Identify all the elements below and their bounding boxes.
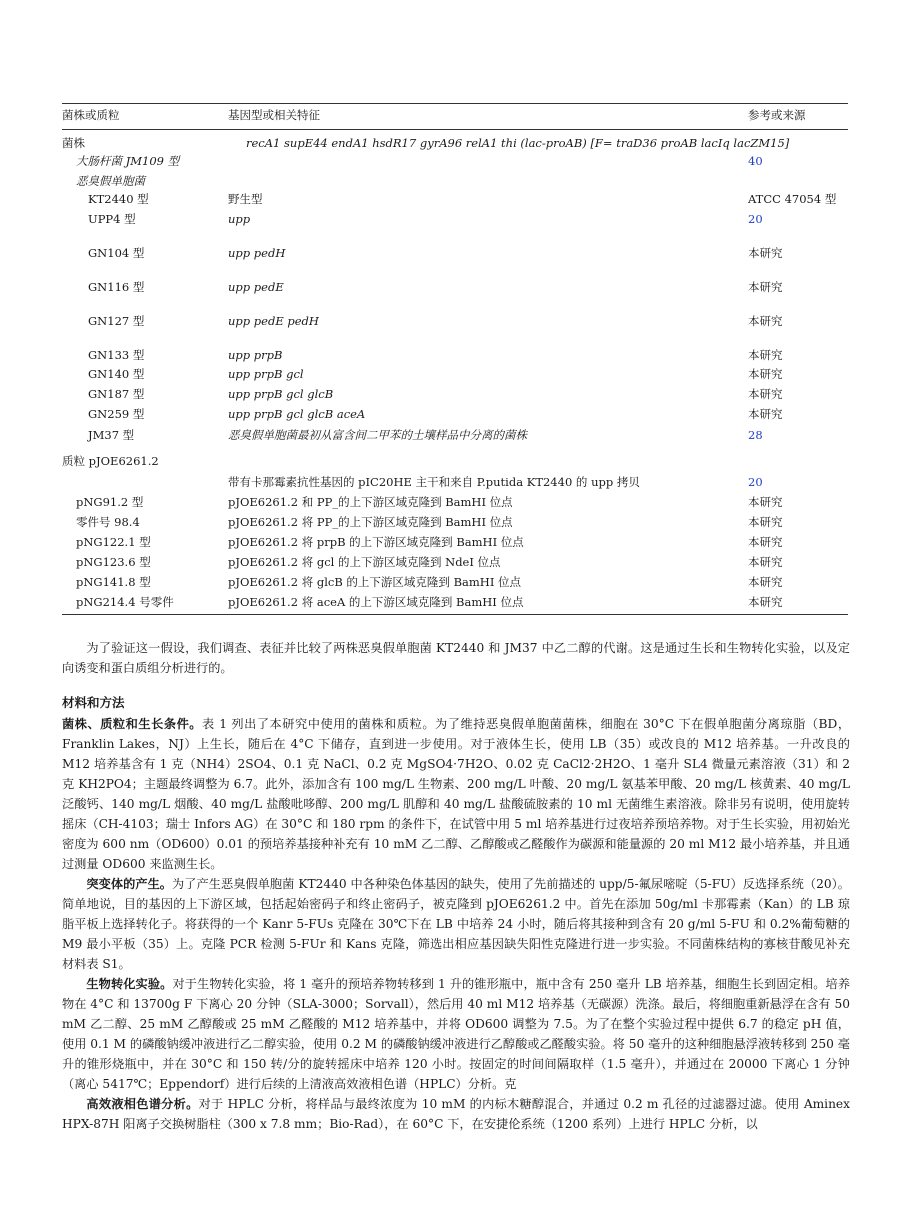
paragraph-text: 表 1 列出了本研究中使用的菌株和质粒。为了维持恶臭假单胞菌菌株，细胞在 30°C 下在假单胞菌分离琼脂（BD，Franklin Lakes，NJ）上生长，随后在 4°C 下储存，直到进一步使用。对于液体生长，使用 LB（35）或改良的 M12 培养基。一升改良的 M12 培养基含有 1 克（NH4）2SO4、0.1 克 NaCl、0.2 克 MgSO4·7H2O、0.02 克 CaCl2·2H2O、1 毫升 SL4 微量元素溶液（31）和 2 克 KH2PO4；主题最终调整为 6.7。此外，添加含有 100 mg/L 生物素、200 mg/L 叶酸、20 mg/L 氨基苯甲酸、20 mg/L 核黄素、40 mg/L 泛酸钙、140 mg/L 烟酸、40 mg/L 盐酸吡哆醇、200 mg/L 肌醇和 40 mg/L 盐酸硫胺素的 10 ml 无菌维生素溶液。除非另有说明，使用旋转摇床（CH-4103；瑞士 Infors AG）在 30°C 和 180 rpm 的条件下，在试管中用 5 ml 培养基进行过夜培养预培养物。对于生长实验，用初始光密度为 600 nm（OD600）0.01 的预培养基接种补充有 10 mM 乙二醇、乙醇酸或乙醛酸作为碳源和能量源的 20 ml M12 最小培养基，并且通过测量 OD600 来监测生长。 xyxy=(62,717,851,871)
strain-ref: 本研究 xyxy=(748,367,783,381)
strain-name: GN259 型 xyxy=(88,407,145,421)
strain-genotype: upp xyxy=(228,212,251,226)
strain-ref: 本研究 xyxy=(748,387,783,401)
plasmid-ref: 本研究 xyxy=(748,575,783,589)
ecoli-strain-name: 大肠杆菌 JM109 型 xyxy=(76,154,180,168)
methods-heading: 材料和方法 xyxy=(62,695,125,710)
plasmid-name: pNG122.1 型 xyxy=(76,535,151,549)
strain-name: GN187 型 xyxy=(88,387,145,401)
strain-genotype: upp pedE pedH xyxy=(228,314,319,328)
paragraph-heading: 生物转化实验。 xyxy=(86,977,173,991)
strain-genotype: upp prpB gcl glcB aceA xyxy=(228,407,366,421)
strain-ref: 20 xyxy=(748,212,763,226)
paragraph-hplc xyxy=(62,1094,850,1134)
intro-paragraph: 为了验证这一假设，我们调查、表征并比较了两株恶臭假单胞菌 KT2440 和 JM37 中乙二醇的代谢。这是通过生长和生物转化实验，以及定向诱变和蛋白质组分析进行的。 xyxy=(62,641,850,675)
strain-name: UPP4 型 xyxy=(88,212,136,226)
strain-ref: 本研究 xyxy=(748,348,783,362)
strain-name: GN104 型 xyxy=(88,246,145,260)
header-reference: 参考或来源 xyxy=(748,108,806,122)
plasmid-ref: 本研究 xyxy=(748,555,783,569)
strain-ref: 本研究 xyxy=(748,246,783,260)
plasmid-name: 零件号 98.4 xyxy=(76,515,140,529)
strain-name: GN133 型 xyxy=(88,348,145,362)
table-header-rule xyxy=(62,129,848,130)
ecoli-genotype: recA1 supE44 endA1 hsdR17 gyrA96 relA1 thi (lac-proAB) [F= traD36 proAB lacIq lacZM15] xyxy=(246,136,790,150)
paragraph-heading: 高效液相色谱分析。 xyxy=(86,1097,199,1111)
paragraph-heading: 突变体的产生。 xyxy=(86,877,173,891)
plasmid-ref: 本研究 xyxy=(748,535,783,549)
strain-genotype: upp prpB xyxy=(228,348,283,362)
strain-genotype: upp prpB gcl xyxy=(228,367,304,381)
strain-genotype: upp pedH xyxy=(228,246,286,260)
strain-ref: 本研究 xyxy=(748,314,783,328)
strain-name: GN116 型 xyxy=(88,280,145,294)
strain-name: GN140 型 xyxy=(88,367,145,381)
strain-genotype: 野生型 xyxy=(228,192,263,206)
strain-genotype: 恶臭假单胞菌最初从富含间二甲苯的土壤样品中分离的菌株 xyxy=(228,428,527,442)
ecoli-ref: 40 xyxy=(748,154,763,168)
plasmid-name: pNG214.4 号零件 xyxy=(76,595,174,609)
table-bottom-rule xyxy=(62,614,848,615)
paragraph-heading: 菌株、质粒和生长条件。 xyxy=(62,717,203,731)
plasmid-name: pNG141.8 型 xyxy=(76,575,151,589)
strain-ref: ATCC 47054 型 xyxy=(748,192,837,206)
plasmid-section-label: 质粒 pJOE6261.2 xyxy=(62,454,159,468)
table-top-rule xyxy=(62,103,848,104)
paragraph-biotransformation xyxy=(62,974,850,1094)
paragraph-mutants xyxy=(62,874,850,974)
plasmid-base-ref: 20 xyxy=(748,475,763,489)
plasmid-name: pNG91.2 型 xyxy=(76,495,144,509)
pputida-label: 恶臭假单胞菌 xyxy=(76,174,145,188)
header-genotype: 基因型或相关特征 xyxy=(228,108,320,122)
paragraph-text: 对于生物转化实验，将 1 毫升的预培养物转移到 1 升的锥形瓶中，瓶中含有 250 毫升 LB 培养基，细胞生长到固定相。培养物在 4°C 和 13700g F 下离心 20 分钟（SLA-3000；Sorvall），然后用 40 ml M12 培养基（无碳源）洗涤。最后，将细胞重新悬浮在含有 50 mM 乙二醇、25 mM 乙醇酸或 25 mM 乙醛酸的 M12 培养基中，并将 OD600 调整为 7.5。为了在整个实验过程中提供 6.7 的稳定 pH 值，使用 0.1 M 的磷酸钠缓冲液进行乙二醇实验，使用 0.2 M 的磷酸钠缓冲液进行乙醇酸或乙醛酸实验。将 50 毫升的这种细胞悬浮液转移到 250 毫升的锥形烧瓶中，并在 30°C 和 150 转/分的旋转摇床中培养 120 小时。按固定的时间间隔取样（1.5 毫升），并通过在 20000 下离心 1 分钟（离心 5417℃；Eppendorf）进行后续的上清液高效液相色谱（HPLC）分析。克 xyxy=(62,977,851,1091)
header-strain: 菌株或质粒 xyxy=(62,108,120,122)
plasmid-desc: pJOE6261.2 将 glcB 的上下游区域克隆到 BamHI 位点 xyxy=(228,575,522,589)
strain-ref: 本研究 xyxy=(748,280,783,294)
strain-ref: 28 xyxy=(748,428,763,442)
plasmid-ref: 本研究 xyxy=(748,595,783,609)
paragraph-text: 为了产生恶臭假单胞菌 KT2440 中各种染色体基因的缺失，使用了先前描述的 upp/5-氟尿嘧啶（5-FU）反选择系统（20）。简单地说，目的基因的上下游区域，包括起始密码子和终止密码子，被克隆到 pJOE6261.2 中。首先在添加 50g/ml 卡那霉素（Kan）的 LB 琼脂平板上选择转化子。将获得的一个 Kanr 5-FUs 克隆在 30℃下在 LB 中培养 24 小时，随后将其接种到含有 20 g/ml 5-FU 和 0.2%葡萄糖的 M9 最小平板（35）上。克隆 PCR 检测 5-FUr 和 Kans 克隆，筛选出相应基因缺失阳性克隆进行进一步实验。不同菌株结构的寡核苷酸见补充材料表 S1。 xyxy=(62,877,850,971)
plasmid-desc: pJOE6261.2 和 PP_的上下游区域克隆到 BamHI 位点 xyxy=(228,495,513,509)
plasmid-ref: 本研究 xyxy=(748,515,783,529)
paragraph-text: 对于 HPLC 分析，将样品与最终浓度为 10 mM 的内标木糖醇混合，并通过 0.2 m 孔径的过滤器过滤。使用 Aminex HPX-87H 阳离子交换树脂柱（300 x 7.8 mm；Bio-Rad），在 60°C 下，在安捷伦系统（1200 系列）上进行 HPLC 分析，以 xyxy=(62,1097,851,1131)
strain-name: KT2440 型 xyxy=(88,192,149,206)
strain-genotype: upp pedE xyxy=(228,280,284,294)
strain-genotype: upp prpB gcl glcB xyxy=(228,387,334,401)
strains-section-label: 菌株 xyxy=(62,136,85,150)
methods-body xyxy=(62,714,850,1134)
plasmid-desc: pJOE6261.2 将 aceA 的上下游区域克隆到 BamHI 位点 xyxy=(228,595,524,609)
paragraph-strains xyxy=(62,714,850,874)
plasmid-name: pNG123.6 型 xyxy=(76,555,151,569)
plasmid-ref: 本研究 xyxy=(748,495,783,509)
strain-name: JM37 型 xyxy=(88,428,135,442)
plasmid-desc: pJOE6261.2 将 PP_的上下游区域克隆到 BamHI 位点 xyxy=(228,515,513,529)
plasmid-desc: pJOE6261.2 将 prpB 的上下游区域克隆到 BamHI 位点 xyxy=(228,535,524,549)
strain-ref: 本研究 xyxy=(748,407,783,421)
plasmid-base-desc: 带有卡那霉素抗性基因的 pIC20HE 主干和来自 P.putida KT2440 的 upp 拷贝 xyxy=(228,475,640,489)
strain-name: GN127 型 xyxy=(88,314,145,328)
plasmid-desc: pJOE6261.2 将 gcl 的上下游区域克隆到 NdeI 位点 xyxy=(228,555,501,569)
